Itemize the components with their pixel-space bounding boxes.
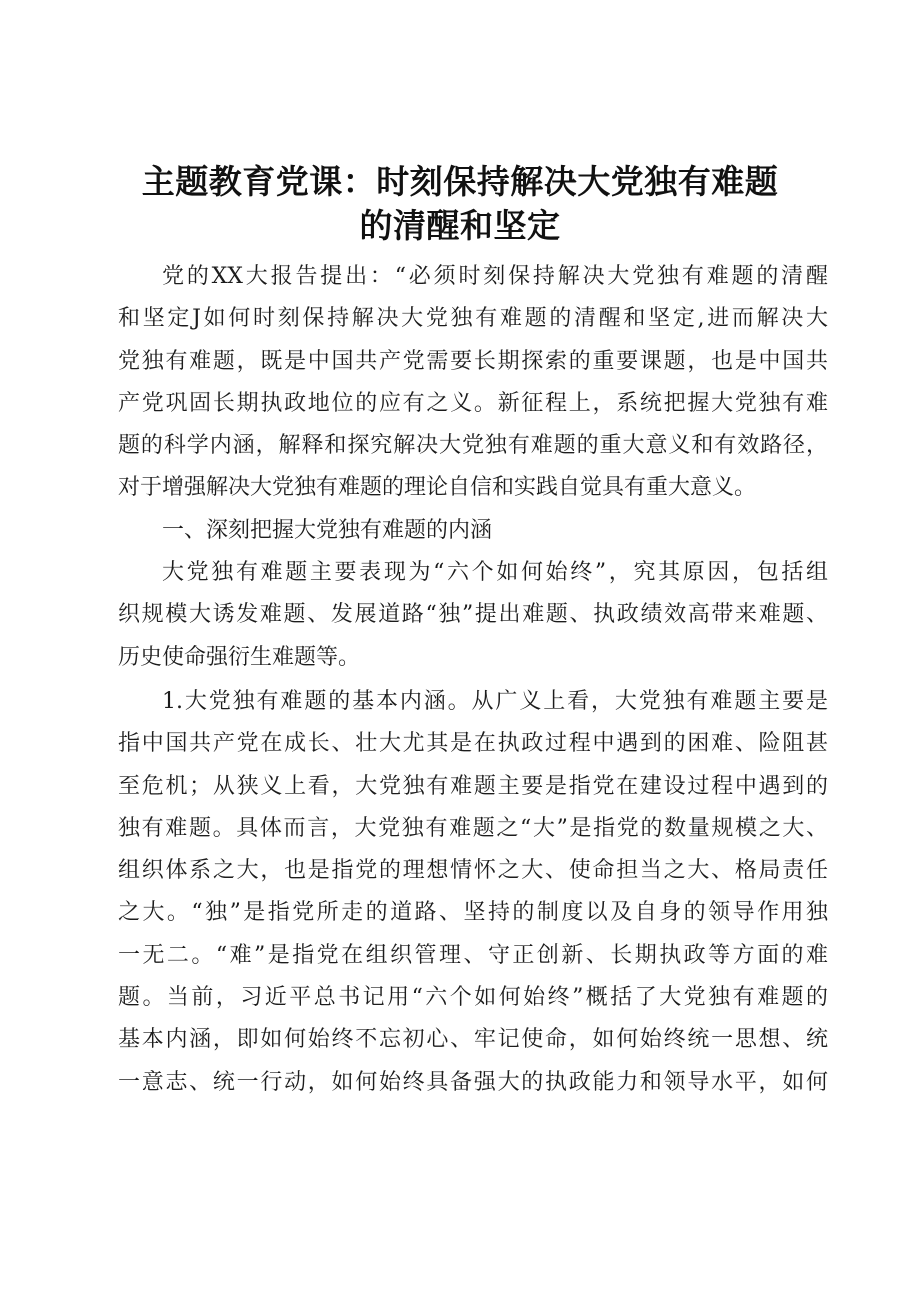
text-line: 独有难题。具体而言，大党独有难题之“大”是指党的数量规模之大、 [118, 815, 828, 841]
text-line: 基本内涵，即如何始终不忘初心、牢记使命，如何始终统一思想、统 [118, 1027, 828, 1053]
text-line: 对于增强解决大党独有难题的理论自信和实践自觉具有重大意义。 [118, 475, 757, 501]
section-heading-1 [118, 510, 828, 552]
text-line: 大党独有难题主要表现为“六个如何始终”，究其原因，包括组 [162, 560, 828, 586]
document-body [118, 256, 828, 1104]
text-line: 一意志、统一行动，如何始终具备强大的执政能力和领导水平，如何 [118, 1069, 828, 1095]
section-1-paragraph-1 [118, 552, 828, 679]
title-line: 主题教育党课：时刻保持解决大党独有难题 [141, 162, 779, 201]
section-1-paragraph-2 [118, 681, 828, 1104]
text-line: 历史使命强衍生难题等。 [118, 644, 361, 670]
text-line: 党的XX大报告提出：“必须时刻保持解决大党独有难题的清醒 [162, 264, 828, 289]
text-line: 题的科学内涵，解释和探究解决大党独有难题的重大意义和有效路径， [118, 433, 828, 459]
intro-paragraph [118, 256, 828, 510]
text-line: 织规模大诱发难题、发展道路“独”提出难题、执政绩效高带来难题、 [118, 602, 828, 628]
text-line: 和坚定J如何时刻保持解决大党独有难题的清醒和坚定,进而解决大 [118, 306, 828, 332]
text-line: 1.大党独有难题的基本内涵。从广义上看，大党独有难题主要是 [162, 688, 828, 714]
text-line: 党独有难题，既是中国共产党需要长期探索的重要课题，也是中国共 [118, 348, 828, 374]
text-line: 之大。“独”是指党所走的道路、坚持的制度以及自身的领导作用独 [118, 900, 828, 926]
section-heading: 一、深刻把握大党独有难题的内涵 [162, 517, 493, 543]
document-title [100, 160, 820, 248]
text-line: 指中国共产党在成长、壮大尤其是在执政过程中遇到的困难、险阻甚 [118, 731, 828, 757]
text-line: 组织体系之大，也是指党的理想情怀之大、使命担当之大、格局责任 [118, 858, 828, 884]
text-line: 题。当前，习近平总书记用“六个如何始终”概括了大党独有难题的 [118, 985, 828, 1011]
text-line: 产党巩固长期执政地位的应有之义。新征程上，系统把握大党独有难 [118, 390, 828, 416]
title-line: 的清醒和坚定 [359, 206, 561, 245]
text-line: 一无二。“难”是指党在组织管理、守正创新、长期执政等方面的难 [118, 942, 828, 968]
text-line: 至危机；从狭义上看，大党独有难题主要是指党在建设过程中遇到的 [118, 773, 828, 799]
